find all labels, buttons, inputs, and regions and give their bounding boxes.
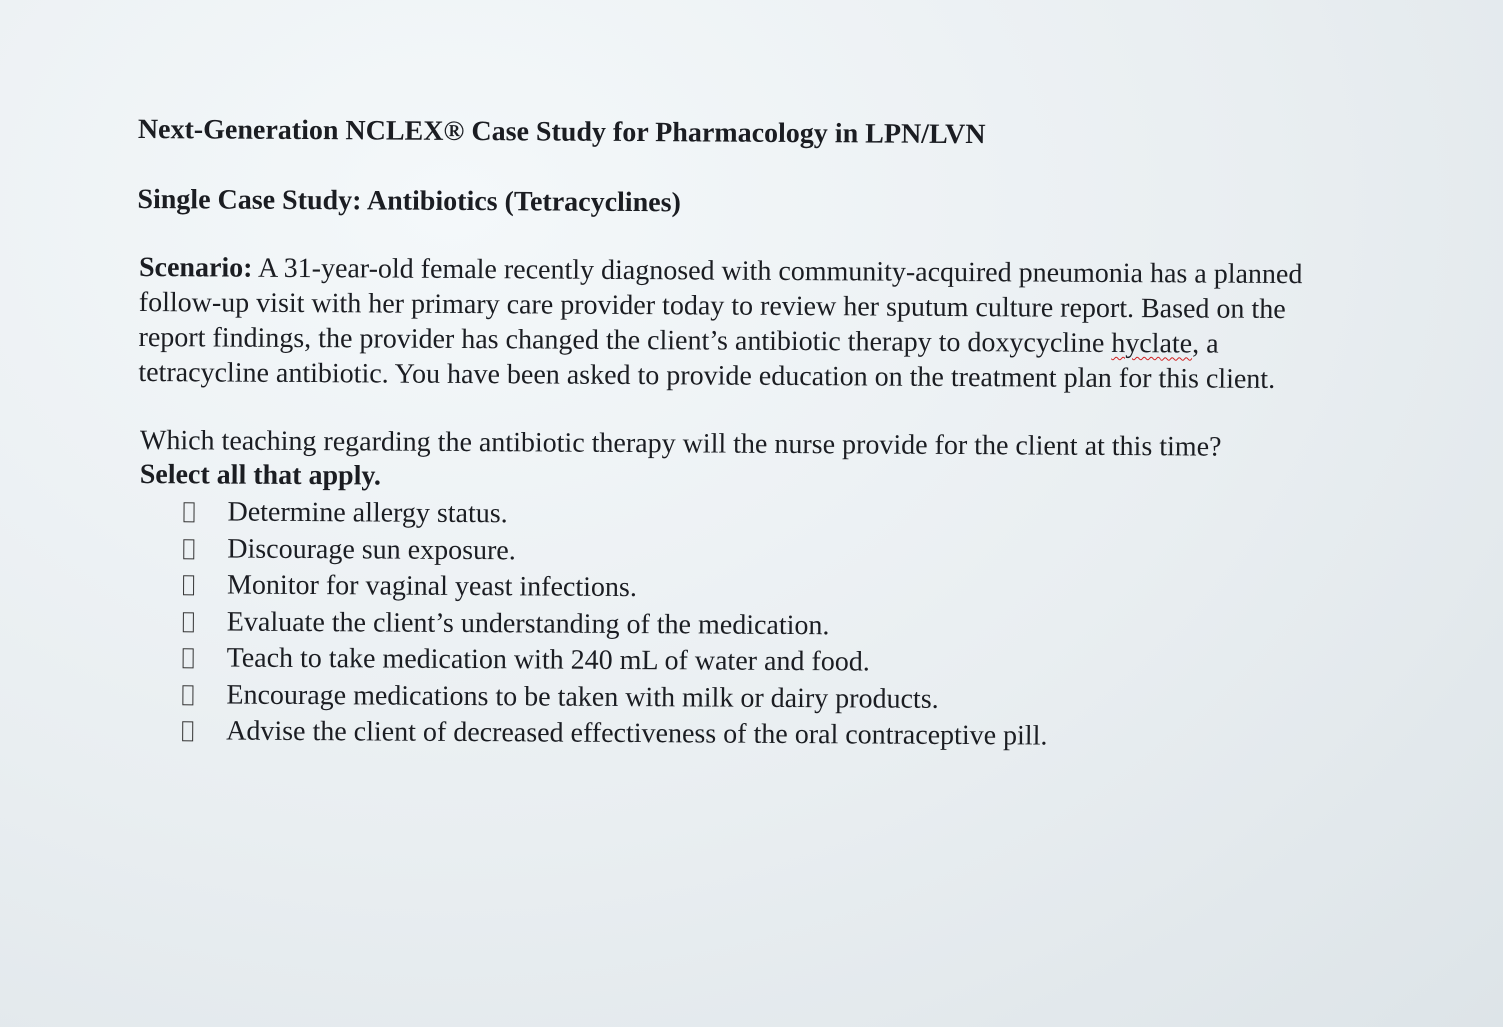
answer-option-label: Encourage medications to be taken with milk or dairy products.: [226, 679, 939, 715]
answer-option-label: Determine allergy status.: [227, 496, 508, 530]
answer-option-label: Discourage sun exposure.: [227, 533, 516, 566]
scenario-text-before: A 31-year-old female recently diagnosed with community-acquired pneumonia has a planned follow-up visit with her primary care provider today to review her sputum culture report. Based on the report findings, the provider has changed the client’s antibiotic therapy to doxycycline: [138, 252, 1303, 359]
checkbox-icon[interactable]: [183, 539, 194, 559]
checkbox-icon[interactable]: [183, 503, 194, 523]
document-page: [134, 108, 1338, 757]
scenario-paragraph: [138, 250, 1319, 397]
answer-option-label: Monitor for vaginal yeast infections.: [226, 569, 637, 604]
answer-option-label: Advise the client of decreased effectiveness of the oral contraceptive pill.: [226, 715, 1048, 752]
question-instruction: Select all that apply.: [139, 459, 381, 492]
checkbox-icon[interactable]: [182, 685, 193, 705]
checkbox-icon[interactable]: [183, 649, 194, 669]
answer-option-label: Evaluate the client’s understanding of the medication.: [226, 606, 830, 641]
answer-options-list: [182, 494, 1336, 757]
scenario-label: Scenario:: [138, 252, 253, 284]
answer-option[interactable]: [182, 713, 1334, 757]
checkbox-icon[interactable]: [183, 576, 194, 596]
question-prompt: Which teaching regarding the antibiotic therapy will the nurse provide for the client at this time?: [139, 425, 1222, 463]
question-block: [140, 424, 1336, 499]
case-study-subtitle: Single Case Study: Antibiotics (Tetracyclines): [137, 183, 681, 219]
checkbox-icon[interactable]: [182, 722, 193, 742]
scenario-text-after: , a tetracycline antibiotic. You have been asked to provide education on the treatment plan for this client.: [138, 328, 1276, 395]
checkbox-icon[interactable]: [183, 612, 194, 632]
answer-option-label: Teach to take medication with 240 mL of water and food.: [226, 642, 870, 678]
spellcheck-flagged-word[interactable]: hyclate: [1111, 327, 1193, 360]
document-title: Next-Generation NCLEX® Case Study for Pharmacology in LPN/LVN: [137, 113, 986, 151]
